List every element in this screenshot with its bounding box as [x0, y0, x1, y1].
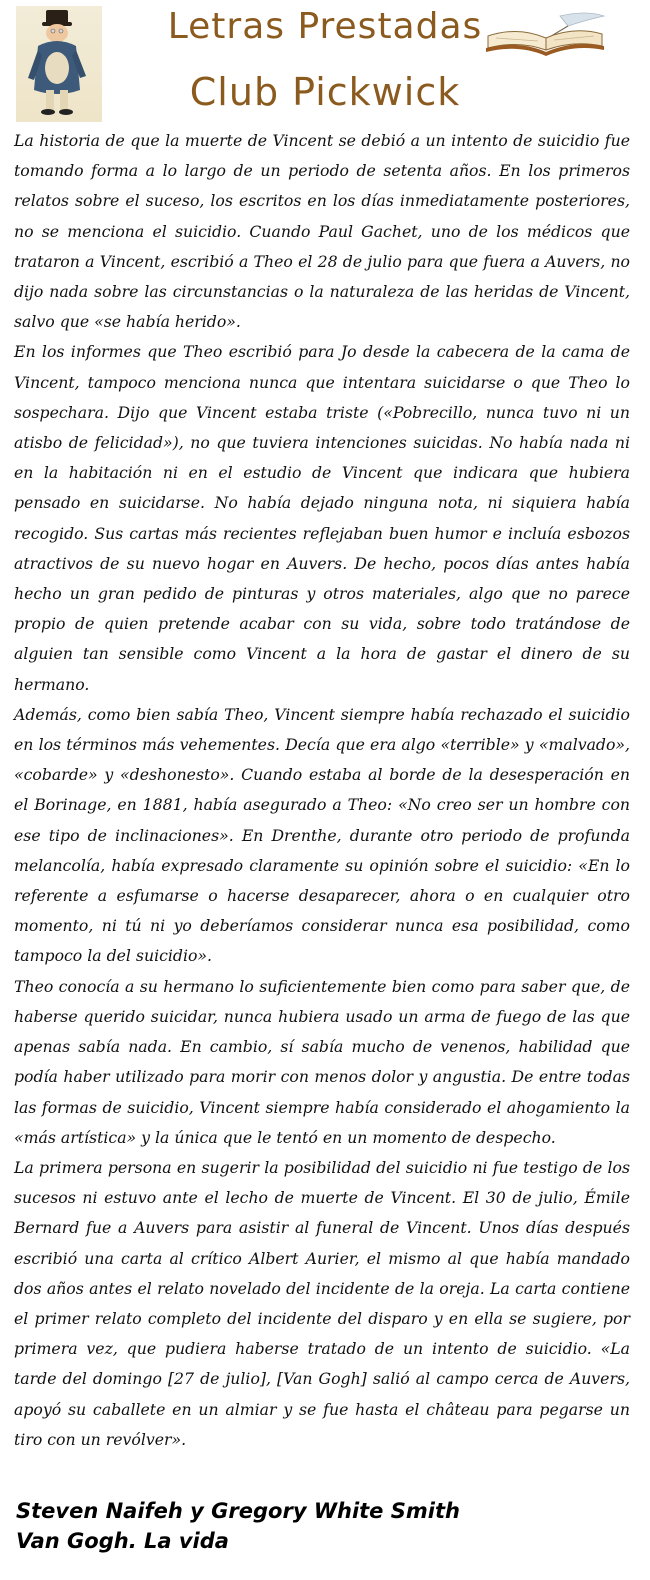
paragraph-1: La historia de que la muerte de Vincent se debió a un intento de suicidio fue tomando forma a lo largo de un periodo de setenta años. En los primeros relatos sobre el suceso, los escritos en los días inmediatamente posteriores, no se menciona el suicidio. Cuando Paul Gachet, uno de los médicos que trataron a Vincent, escribió a Theo el 28 de julio para que fuera a Auvers, no dijo nada sobre las circunstancias o la naturaleza de las heridas de Vincent, salvo que «se había herido». — [14, 131, 630, 332]
header-banner — [0, 0, 650, 122]
paragraph-4: Theo conocía a su hermano lo suficientemente bien como para saber que, de haberse querido suicidar, nunca hubiera usado un arma de fuego de las que apenas sabía nada. En cambio, sí sabía mucho de venenos, habilidad que podía haber utilizado para morir con menos dolor y angustia. De entre todas las formas de suicidio, Vincent siempre había considerado el ahogamiento la «más artística» y la única que le tentó en un momento de despecho. — [14, 976, 630, 1147]
paragraph-5: La primera persona en sugerir la posibilidad del suicidio ni fue testigo de los sucesos ni estuvo ante el lecho de muerte de Vincent. El 30 de julio, Émile Bernard fue a Auvers para asistir al funeral de Vincent. Unos días después escribió una carta al crítico Albert Aurier, el mismo al que había mandado dos años antes el relato novelado del incidente de la oreja. La carta contiene el primer relato completo del incidente del disparo y en ella se sugiere, por primera vez, que pudiera haberse tratado de un intento de suicidio. «La tarde del domingo [27 de julio], [Van Gogh] salió al campo cerca de Auvers, apoyó su caballete en un almiar y se fue hasta el château para pegarse un tiro con un revólver». — [14, 1157, 630, 1449]
book-authors: Steven Naifeh y Gregory White Smith — [16, 1499, 460, 1523]
site-title-line-1: Letras Prestadas — [167, 6, 483, 47]
article-text — [14, 126, 630, 1455]
paragraph-3: Además, como bien sabía Theo, Vincent siempre había rechazado el suicidio en los términos más vehementes. Decía que era algo «terrible» y «malvado», «cobarde» y «deshonesto». Cuando estaba al borde de la desesperación en el Borinage, en 1881, había asegurado a Theo: «No creo ser un hombre con ese tipo de inclinaciones». En Drenthe, durante otro periodo de profunda melancolía, había expresado claramente su opinión sobre el suicidio: «En lo referente a esfumarse o hacerse desaparecer, ahora o en cualquier otro momento, ni tú ni yo deberíamos considerar nunca esa posibilidad, como tampoco la del suicidio». — [14, 704, 630, 966]
site-title-line-2: Club Pickwick — [189, 70, 461, 114]
open-book-quill-illustration — [482, 10, 610, 60]
credits — [16, 1496, 460, 1556]
book-title: Van Gogh. La vida — [16, 1529, 229, 1553]
paragraph-2: En los informes que Theo escribió para Jo desde la cabecera de la cama de Vincent, tampoco menciona nunca que intentara suicidarse o que Theo lo sospechara. Dijo que Vincent estaba triste («Pobrecillo, nunca tuvo ni un atisbo de felicidad»), no que tuviera intenciones suicidas. No había nada ni en la habitación ni en el estudio de Vincent que indicara que hubiera pensado en suicidarse. No había dejado ninguna nota, ni siquiera había recogido. Sus cartas más recientes reflejaban buen humor e incluía esbozos atractivos de su nuevo hogar en Auvers. De hecho, pocos días antes había hecho un gran pedido de pinturas y otros materiales, algo que no parece propio de quien pretende acabar con su vida, sobre todo tratándose de alguien tan sensible como Vincent a la hora de gastar el dinero de su hermano. — [14, 342, 630, 694]
